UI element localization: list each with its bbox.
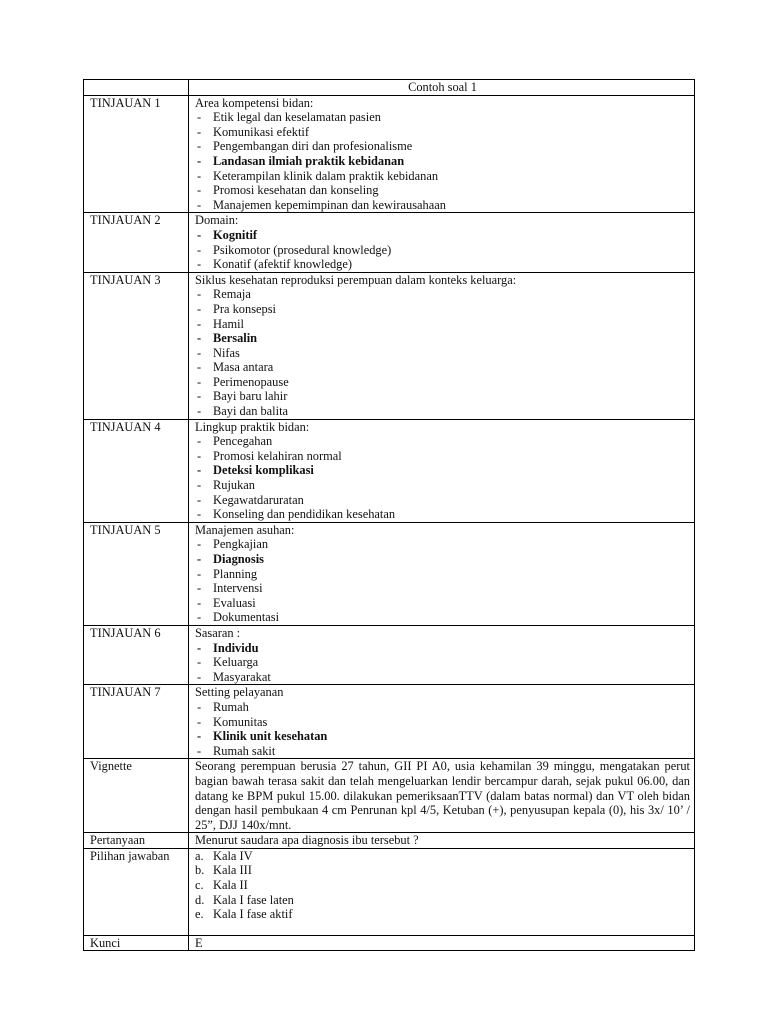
tinjauan-content [189,95,695,213]
list-item: - Nifas [195,346,690,361]
list-item: - Deteksi komplikasi [195,463,690,478]
list-item: - Rujukan [195,478,690,493]
tinjauan-content [189,272,695,419]
list-item: - Masyarakat [195,670,690,685]
choice-text: Kala I fase aktif [213,907,293,922]
list-item: - Intervensi [195,581,690,596]
choice-text: Kala I fase laten [213,892,294,907]
list-item: - Bayi dan balita [195,404,690,419]
kunci-value: E [189,935,695,951]
list-item: - Bayi baru lahir [195,389,690,404]
kunci-row [84,935,695,951]
list-item: - Diagnosis [195,552,690,567]
list-item: - Keluarga [195,655,690,670]
title-blank-cell [84,80,189,96]
list-item: - Kegawatdaruratan [195,493,690,508]
tinjauan-row [84,625,695,684]
tinjauan-content [189,685,695,759]
title-row [84,80,695,96]
list-item: - Pencegahan [195,434,690,449]
tinjauan-content [189,625,695,684]
tinjauan-item-list [195,641,690,685]
list-item: - Komunikasi efektif [195,125,690,140]
choice-item [195,849,690,864]
tinjauan-row [84,419,695,522]
choice-list [195,849,690,922]
tinjauan-row [84,272,695,419]
tinjauan-row [84,95,695,213]
list-item: - Kognitif [195,228,690,243]
list-item: - Rumah sakit [195,744,690,759]
list-item: - Evaluasi [195,596,690,611]
pilihan-options-cell [189,848,695,935]
list-item: - Konatif (afektif knowledge) [195,257,690,272]
choice-text: Kala III [213,863,252,878]
choice-item [195,878,690,893]
vignette-row [84,759,695,833]
list-item: - Psikomotor (prosedural knowledge) [195,243,690,258]
list-item: - Pengembangan diri dan profesionalisme [195,139,690,154]
tinjauan-heading: Lingkup praktik bidan: [195,419,310,434]
list-item: - Klinik unit kesehatan [195,729,690,744]
list-item: - Hamil [195,317,690,332]
choice-text: Kala II [213,878,248,893]
pertanyaan-label: Pertanyaan [84,833,189,849]
tinjauan-heading: Area kompetensi bidan: [195,95,314,110]
choice-letter: e. [195,907,204,922]
tinjauan-label: TINJAUAN 2 [84,213,189,272]
vignette-label: Vignette [84,759,189,833]
choice-item [195,893,690,908]
tinjauan-item-list [195,110,690,212]
tinjauan-label: TINJAUAN 7 [84,685,189,759]
list-item: - Promosi kesehatan dan konseling [195,183,690,198]
tinjauan-content [189,522,695,625]
tinjauan-item-list [195,537,690,625]
tinjauan-content [189,419,695,522]
tinjauan-heading: Sasaran : [195,625,241,640]
list-item: - Konseling dan pendidikan kesehatan [195,507,690,522]
kunci-label: Kunci [84,935,189,951]
choice-item [195,863,690,878]
choice-item [195,907,690,922]
choice-text: Kala IV [213,848,253,863]
tinjauan-item-list [195,700,690,758]
tinjauan-content [189,213,695,272]
list-item: - Bersalin [195,331,690,346]
tinjauan-label: TINJAUAN 6 [84,625,189,684]
tinjauan-label: TINJAUAN 5 [84,522,189,625]
tinjauan-label: TINJAUAN 3 [84,272,189,419]
choice-letter: c. [195,878,204,893]
tinjauan-label: TINJAUAN 1 [84,95,189,213]
tinjauan-heading: Siklus kesehatan reproduksi perempuan dalam konteks keluarga: [195,272,517,287]
list-item: - Etik legal dan keselamatan pasien [195,110,690,125]
tinjauan-heading: Domain: [195,213,239,228]
choice-letter: b. [195,863,205,878]
list-item: - Individu [195,641,690,656]
pilihan-row [84,848,695,935]
tinjauan-item-list [195,228,690,272]
tinjauan-label: TINJAUAN 4 [84,419,189,522]
choice-letter: a. [195,848,204,863]
tinjauan-heading: Setting pelayanan [195,685,284,700]
list-item: - Rumah [195,700,690,715]
list-item: - Komunitas [195,715,690,730]
pertanyaan-row [84,833,695,849]
choice-letter: d. [195,892,205,907]
pertanyaan-text: Menurut saudara apa diagnosis ibu tersebut ? [189,833,695,849]
list-item: - Pengkajian [195,537,690,552]
tinjauan-row [84,213,695,272]
list-item: - Landasan ilmiah praktik kebidanan [195,154,690,169]
tinjauan-heading: Manajemen asuhan: [195,522,295,537]
list-item: - Planning [195,567,690,582]
table-title: Contoh soal 1 [189,80,695,96]
tinjauan-row [84,522,695,625]
list-item: - Keterampilan klinik dalam praktik kebidanan [195,169,690,184]
list-item: - Dokumentasi [195,610,690,625]
list-item: - Masa antara [195,360,690,375]
tinjauan-row [84,685,695,759]
question-table [83,79,695,951]
list-item: - Pra konsepsi [195,302,690,317]
tinjauan-item-list [195,287,690,418]
list-item: - Perimenopause [195,375,690,390]
list-item: - Promosi kelahiran normal [195,449,690,464]
pilihan-label: Pilihan jawaban [84,848,189,935]
list-item: - Remaja [195,287,690,302]
tinjauan-item-list [195,434,690,522]
list-item: - Manajemen kepemimpinan dan kewirausahaan [195,198,690,213]
vignette-text: Seorang perempuan berusia 27 tahun, GII PI A0, usia kehamilan 39 minggu, mengatakan perut bagian bawah terasa sakit dan telah mengeluarkan lendir bercampur darah, sejak pukul 06.00, dan datang ke BPM pukul 15.00. dilakukan pemeriksaanTTV (dalam batas normal) dan VT oleh bidan dengan hasil pembukaan 4 cm Penrunan kpl 4/5, Ketuban (+), penyusupan kepala (0), his 3x/ 10’ / 25”, DJJ 140x/mnt. [189,759,695,833]
